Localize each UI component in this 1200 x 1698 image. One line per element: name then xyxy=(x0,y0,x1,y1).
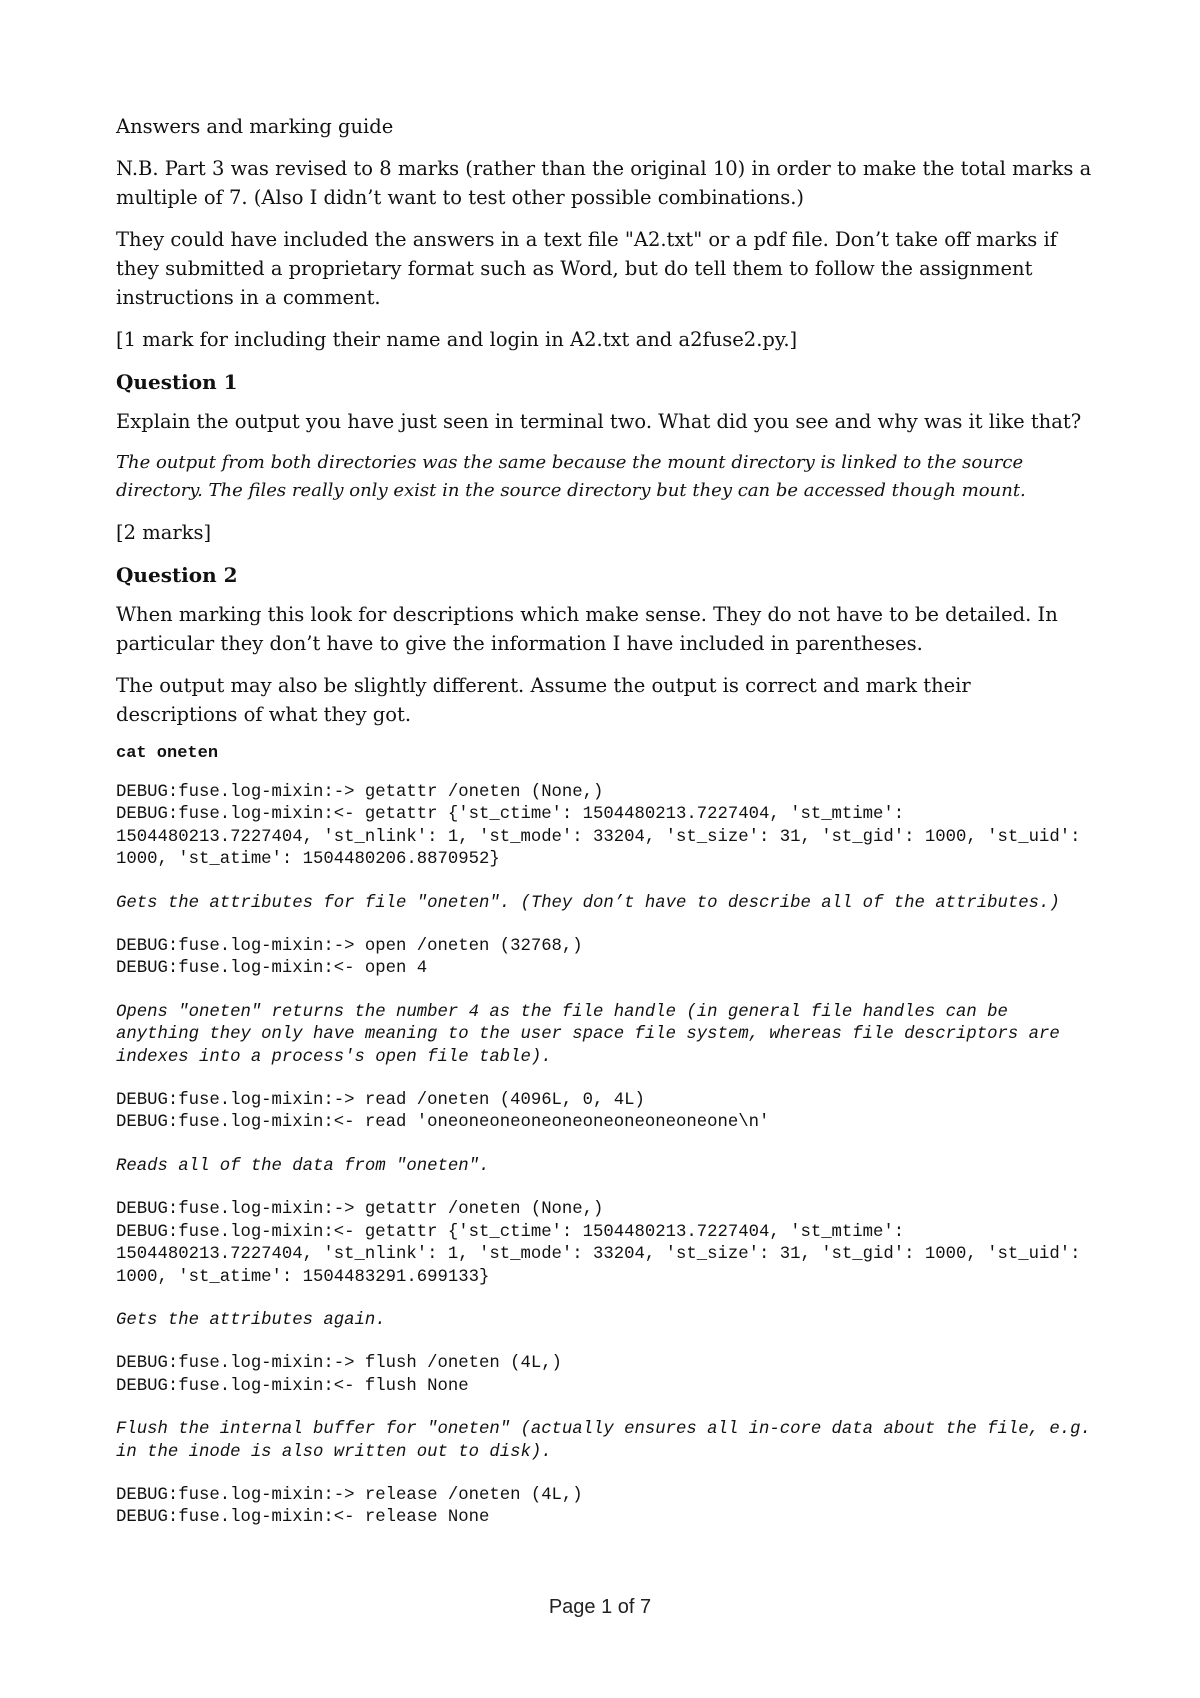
question-2-title: Question 2 xyxy=(116,563,238,587)
debug-log-line: DEBUG:fuse.log-mixin:-> release /oneten (4L,) xyxy=(116,1485,583,1505)
question-1-title: Question 1 xyxy=(116,370,238,394)
question-1-marks: [2 marks] xyxy=(116,521,212,544)
debug-log-block xyxy=(116,1090,1096,1135)
format-note-paragraph: They could have included the answers in a text file "A2.txt" or a pdf file. Don’t take off marks if they submitted a proprietary format such as Word, but do tell them to follow the assignment instructions in a comment. xyxy=(116,228,1057,309)
debug-log-line: DEBUG:fuse.log-mixin:<- open 4 xyxy=(116,959,428,979)
debug-log-line: DEBUG:fuse.log-mixin:<- getattr {'st_ctime': 1504480213.7227404, 'st_mtime': 1504480213.7227404, 'st_nlink': 1, 'st_mode': 33204, 'st_size': 31, 'st_gid': 1000, 'st_uid': 1000, 'st_atime': 1504483291.699133} xyxy=(116,1222,1091,1287)
question-1-answer: The output from both directories was the same because the mount directory is linked to the source directory. The files really only exist in the source directory but they can be accessed though mount. xyxy=(116,452,1026,501)
debug-log-block xyxy=(116,1199,1096,1289)
debug-log-block xyxy=(116,1353,1096,1398)
question-1-text: Explain the output you have just seen in terminal two. What did you see and why was it like that? xyxy=(116,410,1082,433)
debug-log-line: DEBUG:fuse.log-mixin:<- release None xyxy=(116,1508,490,1528)
debug-log-line: DEBUG:fuse.log-mixin:-> open /oneten (32768,) xyxy=(116,937,583,957)
command-line: cat oneten xyxy=(116,744,219,763)
question-2-para-2: The output may also be slightly different. Assume the output is correct and mark their descriptions of what they got. xyxy=(116,674,971,726)
debug-log-line: DEBUG:fuse.log-mixin:-> getattr /oneten (None,) xyxy=(116,1200,604,1220)
debug-log-line: DEBUG:fuse.log-mixin:<- read 'oneoneoneoneoneoneoneoneoneone\n' xyxy=(116,1113,770,1133)
debug-log-blocks xyxy=(116,782,1096,1530)
debug-log-line: DEBUG:fuse.log-mixin:-> getattr /oneten (None,) xyxy=(116,783,604,802)
debug-log-explanation: Gets the attributes for file "oneten". (They don’t have to describe all of the attributes.) xyxy=(116,893,1060,913)
debug-log-line: DEBUG:fuse.log-mixin:<- getattr {'st_ctime': 1504480213.7227404, 'st_mtime': 1504480213.7227404, 'st_nlink': 1, 'st_mode': 33204, 'st_size': 31, 'st_gid': 1000, 'st_uid': 1000, 'st_atime': 1504480206.8870952} xyxy=(116,805,1091,870)
name-mark-paragraph: [1 mark for including their name and login in A2.txt and a2fuse2.py.] xyxy=(116,328,798,351)
debug-log-explanation: Flush the internal buffer for "oneten" (actually ensures all in-core data about the file, e.g. in the inode is also written out to disk). xyxy=(116,1420,1091,1462)
debug-log-explanation: Reads all of the data from "oneten". xyxy=(116,1156,490,1176)
question-2-para-1: When marking this look for descriptions which make sense. They do not have to be detailed. In particular they don’t have to give the information I have included in parentheses. xyxy=(116,603,1058,655)
debug-log-explanation: Gets the attributes again. xyxy=(116,1310,386,1330)
debug-log-block xyxy=(116,1485,1096,1530)
debug-log-explanation: Opens "oneten" returns the number 4 as the file handle (in general file handles can be anything they only have meaning to the user space file system, whereas file descriptors are indexes into a process's open file table). xyxy=(116,1002,1060,1067)
debug-log-block xyxy=(116,936,1096,981)
page-content xyxy=(116,112,1096,1551)
page-number: Page 1 of 7 xyxy=(548,1596,652,1618)
debug-log-line: DEBUG:fuse.log-mixin:-> flush /oneten (4L,) xyxy=(116,1354,562,1374)
doc-heading: Answers and marking guide xyxy=(116,115,394,138)
debug-log-line: DEBUG:fuse.log-mixin:<- flush None xyxy=(116,1376,469,1396)
debug-log-line: DEBUG:fuse.log-mixin:-> read /oneten (4096L, 0, 4L) xyxy=(116,1091,645,1111)
nb-paragraph: N.B. Part 3 was revised to 8 marks (rather than the original 10) in order to make the total marks a multiple of 7. (Also I didn’t want to test other possible combinations.) xyxy=(116,157,1092,209)
debug-log-block xyxy=(116,782,1096,872)
